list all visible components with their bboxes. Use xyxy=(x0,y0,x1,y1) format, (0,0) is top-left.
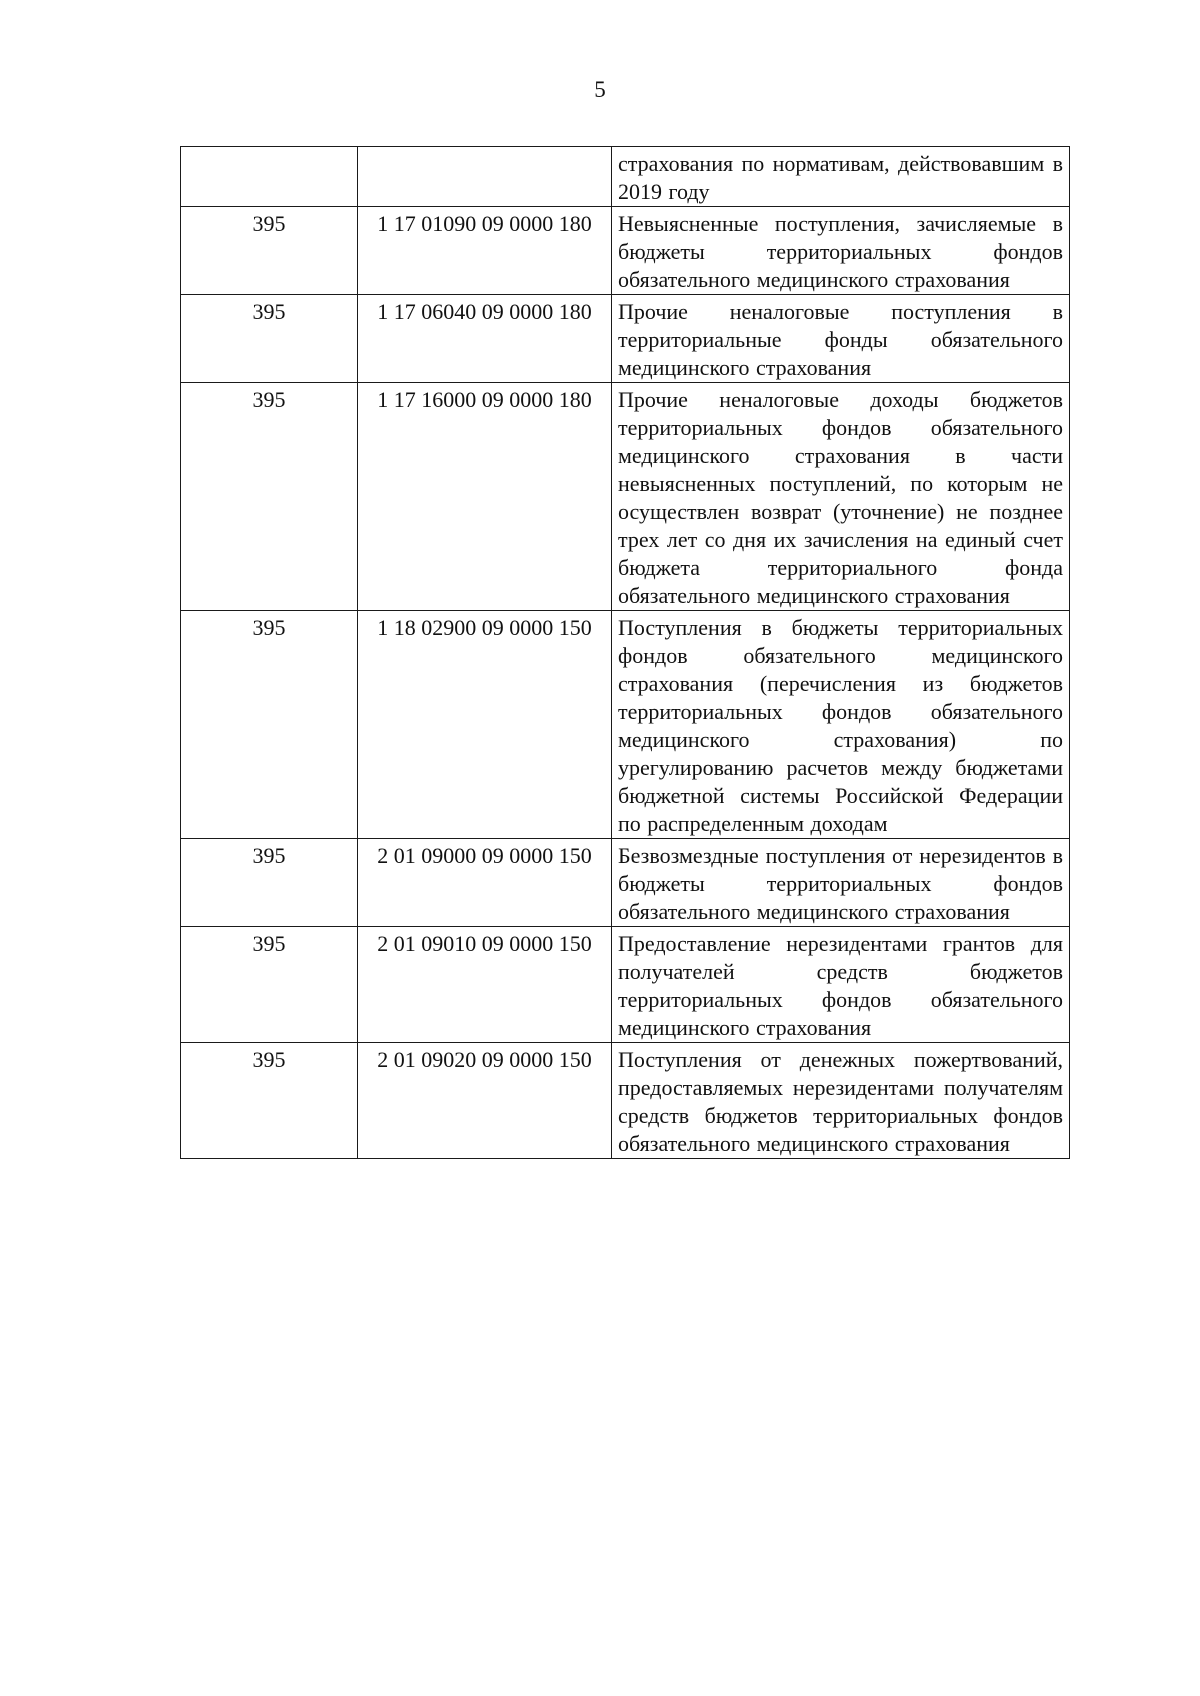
budget-code-cell: 1 17 16000 09 0000 180 xyxy=(358,383,612,611)
budget-code-cell: 1 18 02900 09 0000 150 xyxy=(358,611,612,839)
budget-code-cell: 2 01 09000 09 0000 150 xyxy=(358,839,612,927)
income-name-cell: Невыясненные поступления, зачисляемые в бюджеты территориальных фондов обязательного медицинского страхования xyxy=(612,207,1070,295)
budget-code-cell xyxy=(358,147,612,207)
budget-code-cell: 1 17 06040 09 0000 180 xyxy=(358,295,612,383)
table-row xyxy=(181,207,1070,295)
table-row xyxy=(181,839,1070,927)
admin-code-cell: 395 xyxy=(181,927,358,1043)
income-name-cell: Безвозмездные поступления от нерезидентов в бюджеты территориальных фондов обязательного медицинского страхования xyxy=(612,839,1070,927)
income-name-cell: Поступления в бюджеты территориальных фондов обязательного медицинского страхования (перечисления из бюджетов территориальных фондов обязательного медицинского страхования) по урегулированию расчетов между бюджетами бюджетной системы Российской Федерации по распределенным доходам xyxy=(612,611,1070,839)
table-row xyxy=(181,927,1070,1043)
table-row xyxy=(181,1043,1070,1159)
admin-code-cell: 395 xyxy=(181,207,358,295)
budget-codes-table xyxy=(180,146,1070,1159)
table-row xyxy=(181,295,1070,383)
admin-code-cell: 395 xyxy=(181,383,358,611)
budget-code-cell: 2 01 09010 09 0000 150 xyxy=(358,927,612,1043)
income-name-cell: Прочие неналоговые доходы бюджетов территориальных фондов обязательного медицинского страхования в части невыясненных поступлений, по которым не осуществлен возврат (уточнение) не позднее трех лет со дня их зачисления на единый счет бюджета территориального фонда обязательного медицинского страхования xyxy=(612,383,1070,611)
income-name-cell: Поступления от денежных пожертвований, предоставляемых нерезидентами получателям средств бюджетов территориальных фондов обязательного медицинского страхования xyxy=(612,1043,1070,1159)
budget-code-cell: 1 17 01090 09 0000 180 xyxy=(358,207,612,295)
page-number: 5 xyxy=(594,77,606,102)
income-name-cell: страхования по нормативам, действовавшим в 2019 году xyxy=(612,147,1070,207)
admin-code-cell: 395 xyxy=(181,1043,358,1159)
income-name-cell: Прочие неналоговые поступления в территориальные фонды обязательного медицинского страхования xyxy=(612,295,1070,383)
admin-code-cell xyxy=(181,147,358,207)
admin-code-cell: 395 xyxy=(181,611,358,839)
admin-code-cell: 395 xyxy=(181,295,358,383)
table-row xyxy=(181,383,1070,611)
table-row xyxy=(181,611,1070,839)
income-name-cell: Предоставление нерезидентами грантов для получателей средств бюджетов территориальных фондов обязательного медицинского страхования xyxy=(612,927,1070,1043)
budget-code-cell: 2 01 09020 09 0000 150 xyxy=(358,1043,612,1159)
table-row xyxy=(181,147,1070,207)
admin-code-cell: 395 xyxy=(181,839,358,927)
